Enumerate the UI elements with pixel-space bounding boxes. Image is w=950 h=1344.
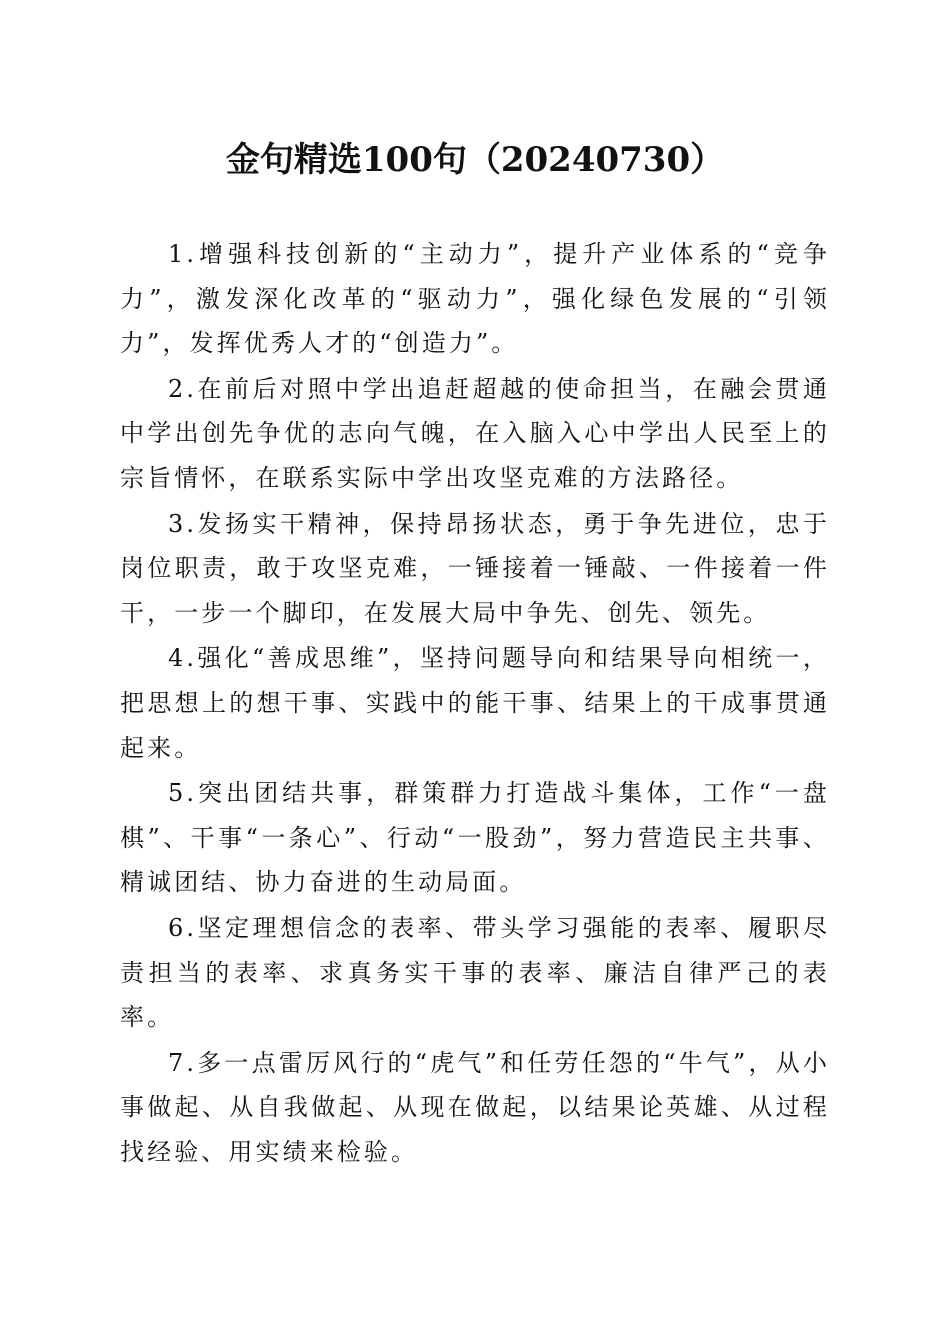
- paragraph-6: 6.坚定理想信念的表率、带头学习强能的表率、履职尽责担当的表率、求真务实干事的表率、廉洁自律严己的表率。: [120, 913, 830, 1032]
- paragraph-3: 3.发扬实干精神，保持昂扬状态，勇于争先进位，忠于岗位职责，敢于攻坚克难，一锤接着一锤敲、一件接着一件干，一步一个脚印，在发展大局中争先、创先、领先。: [120, 509, 830, 627]
- paragraph-1: 1.增强科技创新的“主动力”，提升产业体系的“竞争力”，激发深化改革的“驱动力”，强化绿色发展的“引领力”，发挥优秀人才的“创造力”。: [120, 240, 830, 358]
- document-body: [120, 232, 830, 1175]
- paragraph-7: 7.多一点雷厉风行的“虎气”和任劳任怨的“牛气”，从小事做起、从自我做起、从现在做起，以结果论英雄、从过程找经验、用实绩来检验。: [120, 1048, 830, 1166]
- document-title: 金句精选100句（20240730）: [225, 140, 725, 180]
- paragraph-4: 4.强化“善成思维”，坚持问题导向和结果导向相统一，把思想上的想干事、实践中的能干事、结果上的干成事贯通起来。: [120, 644, 830, 762]
- paragraph-2: 2.在前后对照中学出追赶超越的使命担当，在融会贯通中学出创先争优的志向气魄，在入脑入心中学出人民至上的宗旨情怀，在联系实际中学出攻坚克难的方法路径。: [120, 374, 830, 492]
- paragraph-5: 5.突出团结共事，群策群力打造战斗集体，工作“一盘棋”、干事“一条心”、行动“一股劲”，努力营造民主共事、精诚团结、协力奋进的生动局面。: [120, 779, 830, 897]
